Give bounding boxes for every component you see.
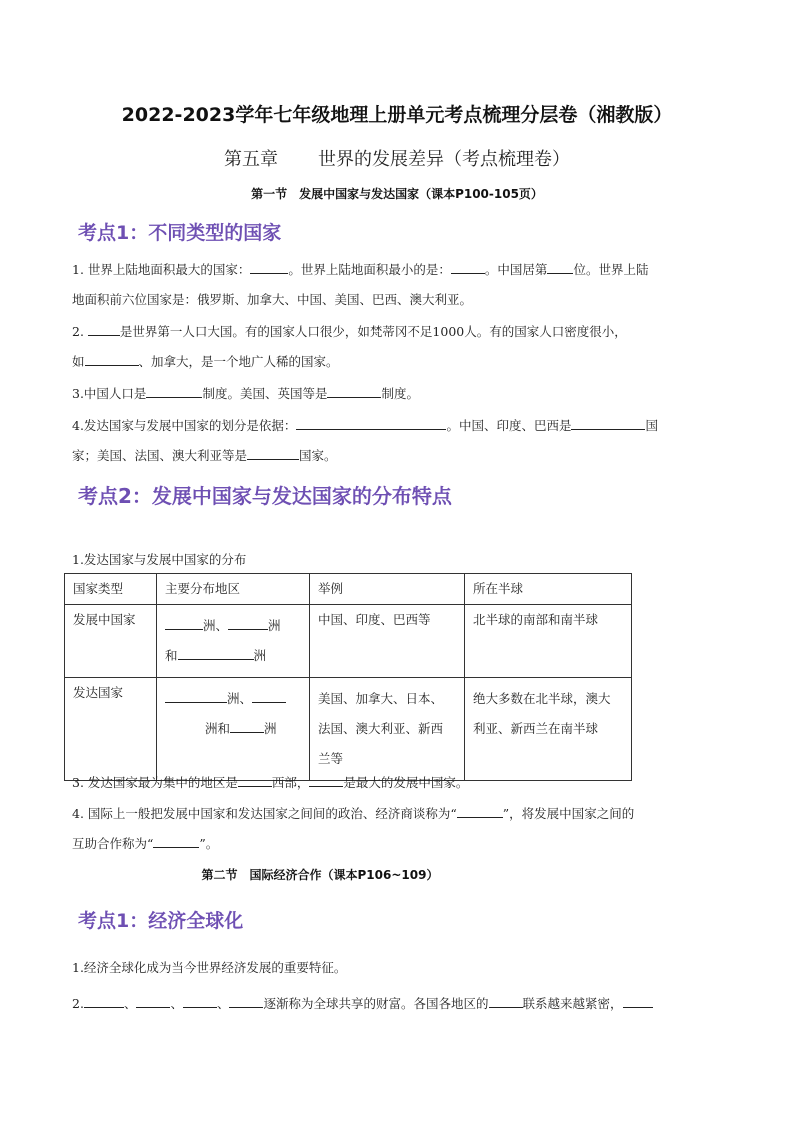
question-8-line: 2. 、 、 、 逐渐称为全球共享的财富。各国各地区的 联系越来越紧密， <box>72 994 732 1012</box>
fill-blank[interactable] <box>165 689 227 703</box>
fill-blank[interactable] <box>327 384 381 398</box>
fill-blank[interactable] <box>451 260 485 274</box>
table-cell: 洲、 洲和 洲 <box>157 678 310 781</box>
table-cell: 北半球的南部和南半球 <box>465 605 632 678</box>
question-4-line-1: 4.发达国家与发展中国家的划分是依据： 。中国、印度、巴西是 国 <box>72 418 658 433</box>
table-header: 所在半球 <box>465 574 632 605</box>
fill-blank[interactable] <box>623 994 653 1008</box>
table-header: 主要分布地区 <box>157 574 310 605</box>
fill-blank[interactable] <box>85 352 139 366</box>
fill-blank[interactable] <box>250 260 288 274</box>
question-6-line-2: 互助合作称为“ ”。 <box>72 836 219 851</box>
fill-blank[interactable] <box>136 994 170 1008</box>
table-cell: 发达国家 <box>65 678 157 781</box>
table-cell: 洲、 洲 和 洲 <box>157 605 310 678</box>
table-cell: 发展中国家 <box>65 605 157 678</box>
kaodian-2-heading: 考点2：发展中国家与发达国家的分布特点 <box>78 484 452 508</box>
table-caption: 1.发达国家与发展中国家的分布 <box>72 552 247 567</box>
question-7-line: 1.经济全球化成为当今世界经济发展的重要特征。 <box>72 960 347 975</box>
fill-blank[interactable] <box>571 416 645 430</box>
fill-blank[interactable] <box>165 616 203 630</box>
fill-blank[interactable] <box>84 994 124 1008</box>
fill-blank[interactable] <box>238 773 272 787</box>
chapter-heading <box>0 145 794 171</box>
fill-blank[interactable] <box>247 446 299 460</box>
table-row <box>65 678 632 781</box>
question-6-line-1: 4. 国际上一般把发展中国家和发达国家之间间的政治、经济商谈称为“ ”，将发展中国家之间的 <box>72 806 635 821</box>
fill-blank[interactable] <box>88 322 120 336</box>
table-cell: 美国、加拿大、日本、 法国、澳大利亚、新西 兰等 <box>310 678 465 781</box>
fill-blank[interactable] <box>252 689 286 703</box>
table-header-row <box>65 574 632 605</box>
fill-blank[interactable] <box>489 994 523 1008</box>
fill-blank[interactable] <box>178 646 254 660</box>
table-header: 举例 <box>310 574 465 605</box>
question-1-line-2: 地面积前六位国家是：俄罗斯、加拿大、中国、美国、巴西、澳大利亚。 <box>72 292 473 307</box>
table-cell: 中国、印度、巴西等 <box>310 605 465 678</box>
fill-blank[interactable] <box>228 616 268 630</box>
question-3-line: 3.中国人口是 制度。美国、英国等是 制度。 <box>72 386 419 401</box>
fill-blank[interactable] <box>183 994 217 1008</box>
section-1-heading: 第一节 发展中国家与发达国家（课本P100-105页） <box>251 187 543 201</box>
distribution-table <box>64 573 632 781</box>
question-2-line-1: 2. 是世界第一人口大国。有的国家人口很少，如梵蒂冈不足1000人。有的国家人口密度很小， <box>72 324 627 339</box>
kaodian-3-heading: 考点1：经济全球化 <box>78 910 244 932</box>
fill-blank[interactable] <box>309 773 343 787</box>
chapter-title: 世界的发展差异（考点梳理卷） <box>318 149 570 170</box>
table-header: 国家类型 <box>65 574 157 605</box>
kaodian-1-heading: 考点1：不同类型的国家 <box>78 222 282 244</box>
chapter-number: 第五章 <box>224 149 278 170</box>
fill-blank[interactable] <box>153 834 199 848</box>
table-row <box>65 605 632 678</box>
fill-blank[interactable] <box>296 416 446 430</box>
fill-blank[interactable] <box>146 384 202 398</box>
question-1-line-1: 1. 世界上陆地面积最大的国家： 。世界上陆地面积最小的是： 。中国居第 位。世界上陆 <box>72 262 649 277</box>
section-2-heading: 第二节 国际经济合作（课本P106~109） <box>201 868 439 882</box>
question-5-line: 3. 发达国家最为集中的地区是 西部， 是最大的发展中国家。 <box>72 775 469 790</box>
question-2-line-2: 如 、加拿大，是一个地广人稀的国家。 <box>72 354 339 369</box>
fill-blank[interactable] <box>457 804 503 818</box>
fill-blank[interactable] <box>547 260 573 274</box>
table-cell: 绝大多数在北半球，澳大 利亚、新西兰在南半球 <box>465 678 632 781</box>
fill-blank[interactable] <box>230 719 264 733</box>
document-title: 2022-2023学年七年级地理上册单元考点梳理分层卷（湘教版） <box>121 104 673 126</box>
fill-blank[interactable] <box>229 994 263 1008</box>
question-4-line-2: 家；美国、法国、澳大利亚等是 国家。 <box>72 448 337 463</box>
